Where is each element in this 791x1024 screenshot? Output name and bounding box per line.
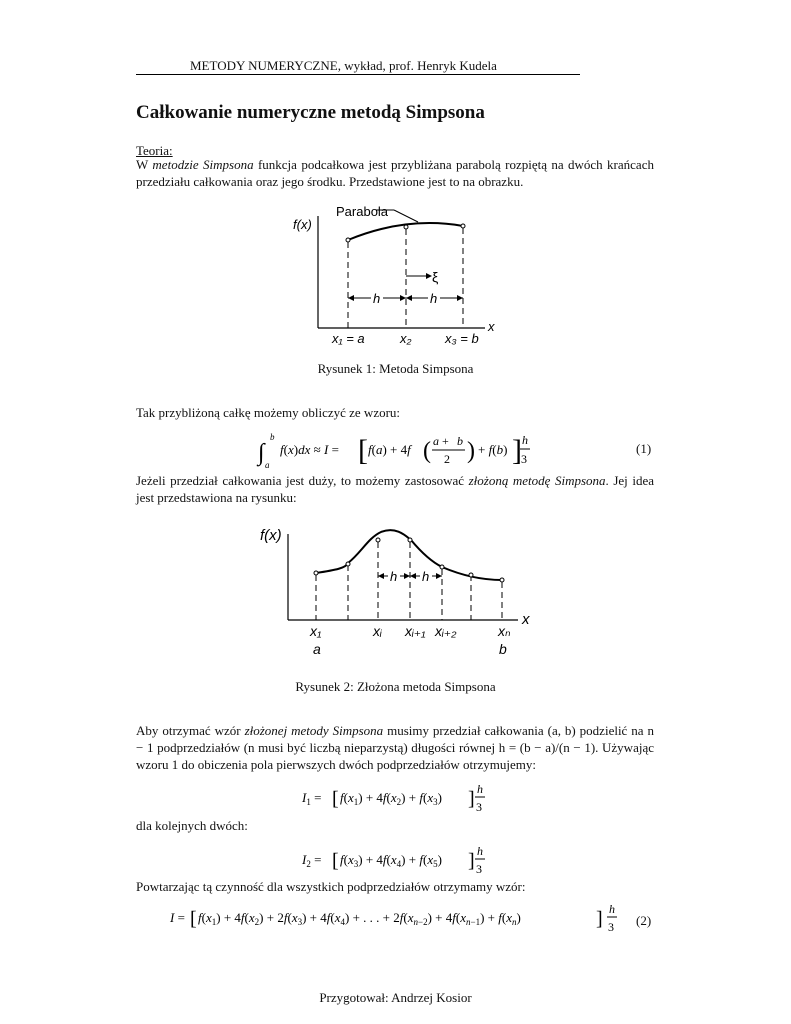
text4-b: musimy przedział całkowania (a, b) podzielić na n − 1 podprzedziałów (n musi być liczbą nieparzystą) długości równej h = (b − a)/(n − 1). Używając wzoru 1 do obiczenia pola pierwszych dwóch podprzedziałów otrzymujemy:	[136, 723, 654, 772]
fig2-b: b	[499, 641, 507, 657]
svg-text:3: 3	[476, 800, 482, 814]
svg-text:3: 3	[476, 862, 482, 876]
fig1-point-3	[461, 224, 465, 228]
fig2-a: a	[313, 641, 321, 657]
intro-text-b: funkcja podcałkowa jest przybliżana parabolą rozpiętą na dwóch krańcach przedziału całkowania oraz jego środku. Przedstawione jest to na obrazku.	[136, 157, 654, 189]
svg-text:+ f(b): + f(b)	[478, 442, 508, 457]
svg-text:a: a	[433, 434, 439, 448]
text4-emphasis: złożonej metody Simpsona	[244, 723, 384, 738]
fig1-xi: ξ	[432, 269, 439, 285]
text3-b: . Jej idea jest przedstawiona na rysunku:	[136, 473, 654, 505]
svg-text:[: [	[332, 850, 339, 872]
figure-2-composite	[256, 520, 546, 660]
svg-text:I =: I =	[170, 910, 185, 925]
eq1-number: (1)	[636, 441, 652, 456]
fig2-xaxis-label: x	[522, 611, 530, 628]
fig1-arrow-a	[348, 295, 354, 301]
eq1-lhs: f(x)dx ≈ I =	[280, 442, 339, 457]
svg-text:I1 =: $I_1$ =	[302, 790, 322, 807]
eq1-integral: ∫	[258, 440, 265, 466]
fig1-point-1	[346, 238, 350, 242]
equation-1	[250, 428, 550, 474]
fig1-arrow-c	[406, 295, 412, 301]
figure-2-caption: Rysunek 2: Złożona metoda Simpsona	[295, 679, 496, 694]
figure-1-caption: Rysunek 1: Metoda Simpsona	[317, 361, 474, 376]
fig1-parabola-leader-2	[394, 210, 418, 222]
fig1-x3: x₃ = b	[445, 331, 479, 346]
svg-text:h: h	[477, 782, 483, 796]
svg-text:3: 3	[521, 452, 527, 466]
composite-derivation-paragraph	[136, 722, 654, 773]
text4-a: Aby otrzymać wzór	[136, 723, 245, 738]
svg-text:+: +	[442, 434, 449, 448]
eq1-bracket-l: [	[358, 434, 368, 467]
fig1-xaxis-label: x	[488, 319, 495, 334]
fig2-x1: x₁	[310, 623, 322, 639]
fig2-xi: xᵢ	[373, 623, 382, 639]
eq2-number: (2)	[636, 913, 652, 928]
eq1-bracket-r: ]	[512, 434, 522, 467]
fig1-h2: h	[430, 291, 438, 306]
fig1-arrow-d	[457, 295, 463, 301]
svg-text:f(x1) + 4f(x2) + 2f(x3) + 4f(x: $f(x_1) + 4f(x_2) + 2f(x_3) + 4f(x_4)$ + . . . + $2f(x_n-2) + 4f(x_n-1) + f(x_n)$	[198, 910, 521, 927]
svg-text:3: 3	[608, 920, 614, 934]
figure-1-simpson	[280, 198, 510, 348]
svg-text:b: b	[270, 432, 275, 442]
fig1-h1: h	[373, 291, 381, 306]
svg-text:b: b	[457, 434, 463, 448]
header-rule	[136, 74, 580, 75]
svg-text:f(a) + 4f: f(a) + 4f	[368, 442, 411, 457]
intro-emphasis: metodzie Simpsona	[152, 157, 254, 172]
fig1-ylabel: f(x)	[293, 217, 312, 232]
page-footer: Przygotował: Andrzej Kosior	[319, 990, 472, 1005]
equation-i2	[300, 842, 500, 882]
svg-text:h: h	[477, 844, 483, 858]
fig2-ylabel: f(x)	[260, 527, 282, 544]
svg-text:2: 2	[444, 452, 450, 466]
fig2-curve	[316, 530, 502, 580]
svg-text:[: [	[332, 788, 339, 810]
svg-text:f(x3) + 4f(x4) + f(x5): $f(x_3) + 4f(x_4) + f(x_5)$	[340, 852, 442, 869]
fig2-xi1: xᵢ₊₁	[405, 623, 426, 639]
fig2-dashes	[316, 542, 502, 620]
fig1-x2: x₂	[400, 331, 412, 346]
fig1-parabola-label: Parabola	[336, 204, 389, 219]
fig1-arrow-b	[400, 295, 406, 301]
running-header: METODY NUMERYCZNE, wykład, prof. Henryk Kudela	[190, 58, 497, 73]
svg-text:a: a	[265, 460, 270, 470]
fig1-x1: x₁ = a	[332, 331, 365, 346]
fig2-h1: h	[390, 569, 398, 584]
svg-text:f(x1) + 4f(x2) + f(x3): $f(x_1) + 4f(x_2) + f(x_3)$	[340, 790, 442, 807]
text3-a: Jeżeli przedział całkowania jest duży, to możemy zastosować	[136, 473, 469, 488]
svg-text:]: ]	[468, 788, 475, 810]
intro-paragraph	[136, 156, 654, 190]
svg-text:]: ]	[468, 850, 475, 872]
theory-label-text: Teoria:	[136, 143, 173, 158]
svg-text:]: ]	[596, 908, 603, 930]
text-formula-intro: Tak przybliżoną całkę możemy obliczyć ze wzoru:	[136, 405, 401, 420]
svg-text:(: (	[423, 438, 431, 464]
svg-text:h: h	[522, 433, 528, 447]
text-next-two: dla kolejnych dwóch:	[136, 818, 248, 833]
fig2-xi2: xᵢ₊₂	[435, 623, 457, 639]
text-repeat: Powtarzając tą czynność dla wszystkich podprzedziałów otrzymamy wzór:	[136, 879, 526, 894]
svg-text:[: [	[190, 908, 197, 930]
text3-emphasis: złożoną metodę Simpsona	[468, 473, 606, 488]
page-title: Całkowanie numeryczne metodą Simpsona	[136, 102, 485, 123]
fig2-h2: h	[422, 569, 430, 584]
equation-2	[168, 900, 628, 940]
fig1-point-2	[404, 225, 408, 229]
equation-i1	[300, 780, 500, 820]
composite-intro-paragraph	[136, 472, 654, 506]
svg-text:I2 =: $I_2$ =	[302, 852, 322, 869]
svg-text:h: h	[609, 902, 615, 916]
intro-text-a: W	[136, 157, 153, 172]
fig2-xn: xₙ	[498, 623, 511, 639]
svg-text:): )	[467, 438, 475, 464]
